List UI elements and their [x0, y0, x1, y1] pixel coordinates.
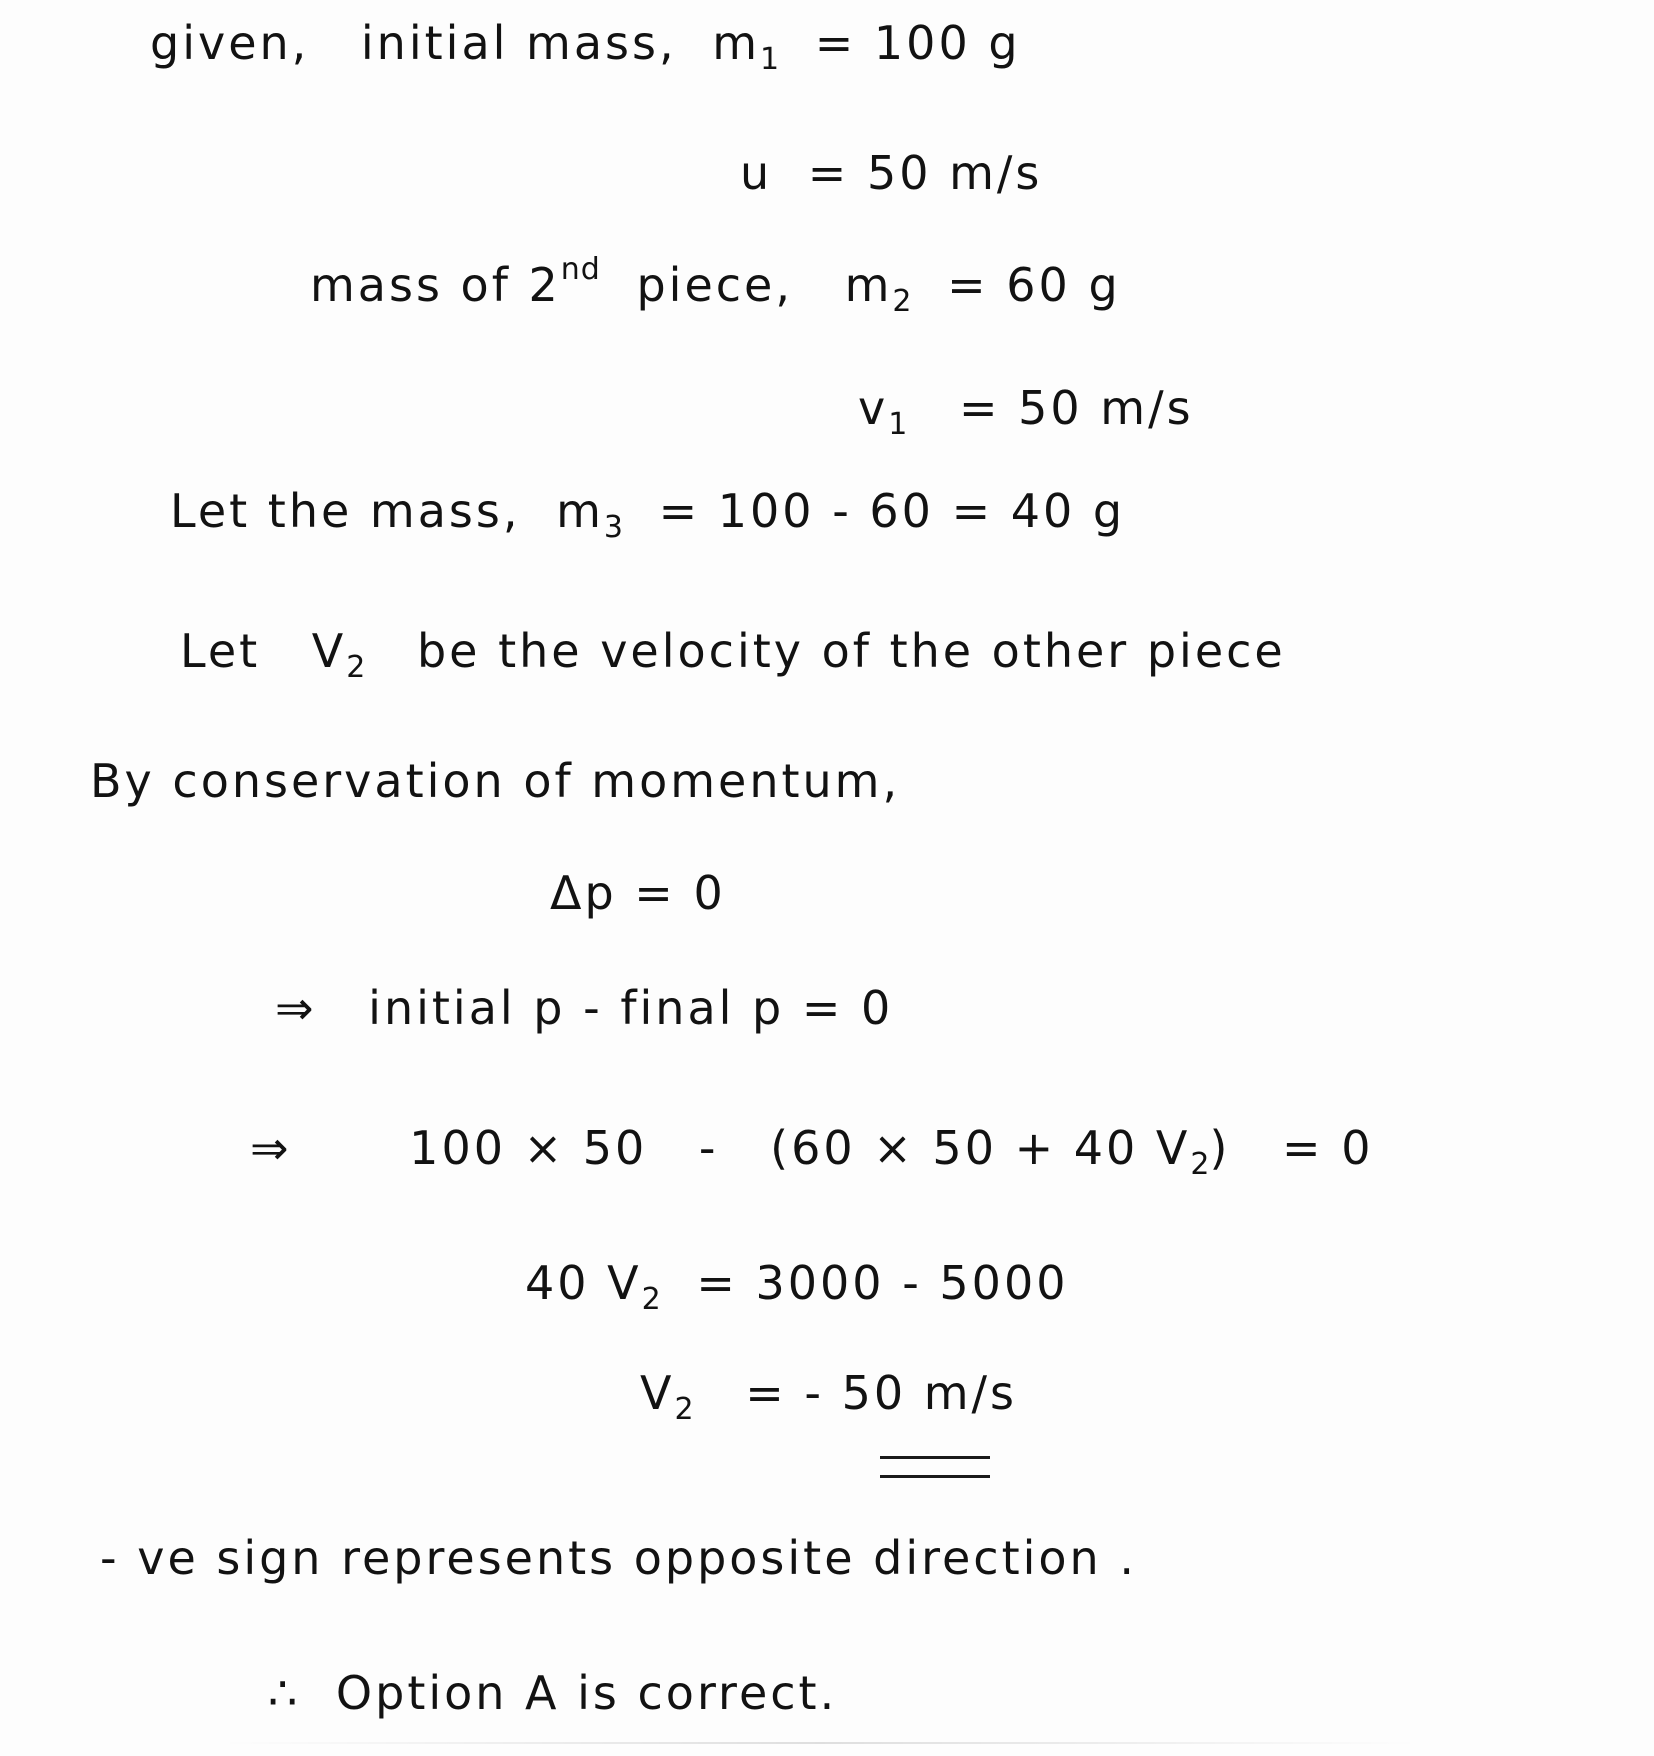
implies-arrow-2: ⇒: [250, 1121, 292, 1175]
m3-symbol: m3: [556, 484, 623, 545]
u-value: = 50 m/s: [807, 146, 1043, 200]
therefore-symbol: ∴: [268, 1666, 301, 1720]
step2-final-momentum: (60 × 50 + 40 V2): [770, 1121, 1231, 1182]
m2-symbol: m2: [844, 258, 912, 319]
step4-lhs: V2: [640, 1366, 694, 1427]
m3-value: = 100 - 60 = 40 g: [658, 484, 1126, 538]
given-label: given,: [150, 16, 310, 70]
v2-symbol: V2: [311, 624, 366, 685]
step3-rhs: = 3000 - 5000: [696, 1256, 1069, 1310]
step2-initial-momentum: 100 × 50: [409, 1121, 648, 1175]
delta-p-line: Δp = 0: [550, 866, 726, 920]
v2-definition-line: [180, 624, 1286, 685]
m1-value: = 100 g: [814, 16, 1021, 70]
v1-value: = 50 m/s: [958, 381, 1194, 435]
step3-lhs: 40 V2: [525, 1256, 661, 1317]
conclusion-text: Option A is correct.: [335, 1666, 838, 1720]
initial-mass-label: initial mass,: [360, 16, 677, 70]
u-symbol: u: [740, 146, 773, 200]
step1-line: [275, 981, 894, 1035]
m2-value: = 60 g: [947, 258, 1121, 312]
sign-note-line: - ve sign represents opposite direction .: [100, 1531, 1137, 1585]
let-the-mass-label: Let the mass,: [170, 484, 521, 538]
piece-label: piece,: [636, 258, 793, 312]
m2-line: [310, 252, 1121, 319]
step2-minus: -: [698, 1121, 719, 1175]
step4-result: = - 50 m/s: [745, 1366, 1018, 1420]
step3-line: [525, 1256, 1069, 1317]
m1-symbol: m1: [712, 16, 780, 77]
v1-line: [858, 381, 1194, 442]
u-line: [740, 146, 1043, 200]
conclusion-line: [268, 1666, 838, 1720]
step2-line: [250, 1121, 1374, 1182]
given-line: [150, 16, 1021, 77]
step2-equals-zero: = 0: [1282, 1121, 1374, 1175]
conservation-line: By conservation of momentum,: [90, 754, 901, 808]
v1-symbol: v1: [858, 381, 908, 442]
step4-line: [640, 1366, 1018, 1427]
m3-line: [170, 484, 1126, 545]
paper-bottom-edge: [220, 1742, 1420, 1744]
step1-equation: initial p - final p = 0: [368, 981, 894, 1035]
let-label: Let: [180, 624, 261, 678]
mass-of-second-label: mass of 2nd: [310, 252, 601, 312]
v2-description: be the velocity of the other piece: [416, 624, 1286, 678]
implies-arrow-1: ⇒: [275, 981, 317, 1035]
result-double-underline: [880, 1456, 990, 1478]
